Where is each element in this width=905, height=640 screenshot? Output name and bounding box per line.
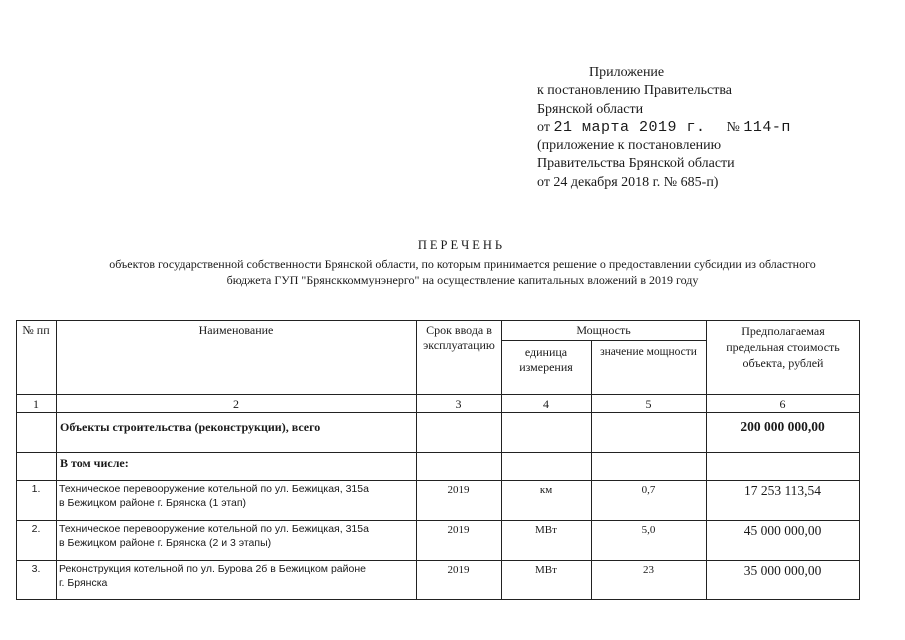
total-row-cost: 200 000 000,00 bbox=[740, 419, 825, 434]
row-name-line: Техническое перевооружение котельной по ул. Бежицкая, 315а bbox=[59, 483, 369, 495]
row3-bottom-line bbox=[16, 599, 860, 600]
header-bottom-line bbox=[16, 394, 860, 395]
row-value: 23 bbox=[643, 564, 654, 576]
appendix-line: от 24 декабря 2018 г. № 685-п) bbox=[537, 174, 719, 190]
row-cost: 35 000 000,00 bbox=[743, 563, 822, 578]
appendix-line: (приложение к постановлению bbox=[537, 138, 722, 154]
col-number: 3 bbox=[455, 397, 462, 411]
col-number: 1 bbox=[33, 397, 39, 411]
handwritten-number: 114-п bbox=[743, 118, 791, 136]
row1-bottom-line bbox=[16, 520, 860, 521]
power-header-divider bbox=[501, 340, 706, 341]
row-name-line: г. Брянска bbox=[59, 576, 108, 589]
col-number: 2 bbox=[233, 397, 239, 411]
row-number: 2. bbox=[31, 523, 41, 535]
header-unit: единица измерения bbox=[519, 345, 573, 374]
appendix-line: Брянской области bbox=[537, 101, 644, 117]
including-label: В том числе: bbox=[60, 456, 129, 470]
row-unit: МВт bbox=[535, 524, 557, 536]
document-subtitle bbox=[40, 256, 885, 288]
row-number: 3. bbox=[31, 563, 41, 575]
row-term: 2019 bbox=[447, 524, 470, 536]
row-unit: км bbox=[539, 484, 553, 496]
col-divider bbox=[591, 340, 592, 600]
including-row-bottom-line bbox=[16, 480, 860, 481]
header-value: значение мощности bbox=[600, 346, 697, 358]
header-power: Мощность bbox=[576, 323, 631, 337]
header-name: Наименование bbox=[198, 323, 274, 337]
subtitle-line: бюджета ГУП "Брянсккоммунэнерго" на осуществление капитальных вложений в 2019 году bbox=[226, 273, 699, 287]
table-border-left bbox=[16, 320, 17, 600]
row-number: 1. bbox=[31, 483, 41, 495]
col-number: 4 bbox=[543, 397, 549, 411]
col-number: 5 bbox=[645, 397, 652, 411]
header-term: Срок ввода в эксплуатацию bbox=[423, 323, 495, 352]
appendix-title: Приложение bbox=[589, 65, 665, 80]
appendix-line: Правительства Брянской области bbox=[537, 156, 735, 172]
appendix-date-line bbox=[537, 119, 791, 137]
col-number: 6 bbox=[779, 397, 786, 411]
row-name-line: в Бежицком районе г. Брянска (1 этап) bbox=[59, 496, 247, 509]
row-name-line: Реконструкция котельной по ул. Бурова 2б в Бежицком районе bbox=[59, 563, 366, 575]
date-prefix: от bbox=[537, 119, 550, 135]
row-value: 5,0 bbox=[641, 524, 656, 536]
row-name-line: в Бежицком районе г. Брянска (2 и 3 этапы) bbox=[59, 536, 272, 549]
row-name-line: Техническое перевооружение котельной по ул. Бежицкая, 315а bbox=[59, 523, 369, 535]
row-cost: 45 000 000,00 bbox=[743, 523, 822, 538]
header-cost: Предполагаемая предельная стоимость объекта, рублей bbox=[726, 324, 840, 370]
row-name bbox=[59, 563, 415, 590]
handwritten-date: 21 марта 2019 г. bbox=[553, 118, 706, 136]
document-title: ПЕРЕЧЕНЬ bbox=[417, 238, 506, 252]
appendix-block bbox=[537, 64, 791, 192]
row-term: 2019 bbox=[447, 484, 470, 496]
col-divider bbox=[501, 320, 502, 600]
total-row-bottom-line bbox=[16, 452, 860, 453]
total-row-label: Объекты строительства (реконструкции), всего bbox=[60, 420, 321, 434]
row-unit: МВт bbox=[535, 564, 557, 576]
col-divider bbox=[56, 320, 57, 600]
appendix-line: к постановлению Правительства bbox=[537, 83, 733, 99]
row-name bbox=[59, 483, 415, 510]
number-prefix: № bbox=[726, 119, 740, 135]
row-value: 0,7 bbox=[641, 484, 656, 496]
row2-bottom-line bbox=[16, 560, 860, 561]
row-term: 2019 bbox=[447, 564, 470, 576]
row-name bbox=[59, 523, 415, 550]
row-cost: 17 253 113,54 bbox=[743, 483, 822, 498]
table-border-top bbox=[16, 320, 860, 321]
col-numbers-bottom-line bbox=[16, 412, 860, 413]
col-divider bbox=[416, 320, 417, 600]
table-border-right bbox=[859, 320, 860, 600]
col-divider bbox=[706, 320, 707, 600]
header-num: № пп bbox=[22, 323, 50, 337]
subtitle-line: объектов государственной собственности Брянской области, по которым принимается решение о предоставлении субсидии из областного bbox=[109, 257, 816, 271]
